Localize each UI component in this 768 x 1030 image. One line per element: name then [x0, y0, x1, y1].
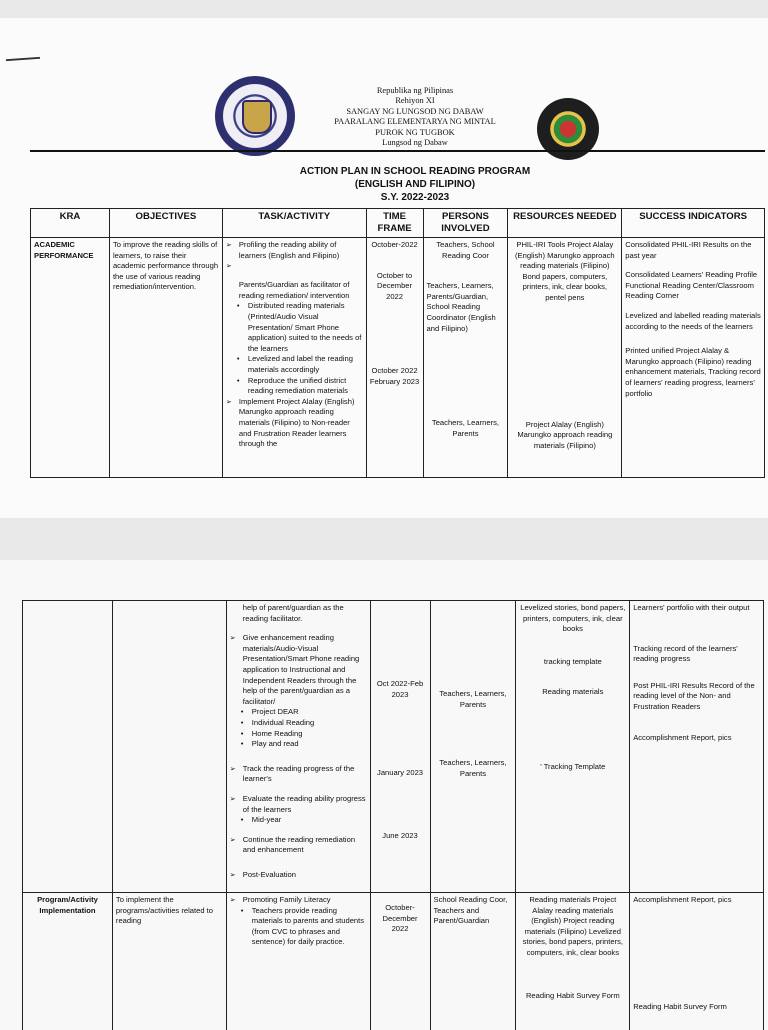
- time-frame-text: October to December 2022: [370, 271, 420, 303]
- task-item: ➢ Implement Project Alalay (English) Marungko approach reading materials (Filipino) to Non-reader and Frustration Reader learners through the: [226, 397, 363, 450]
- success-text: Reading Habit Survey Form: [633, 1002, 760, 1013]
- success-text: Levelized and labelled reading materials according to the needs of the learners: [625, 311, 761, 332]
- table-row: [31, 238, 765, 478]
- resources-text: Reading Habit Survey Form: [519, 991, 626, 1002]
- time-frame-text: June 2023: [374, 831, 427, 842]
- kra-cell: [23, 601, 113, 893]
- task-subitem: • Project DEAR: [230, 707, 367, 718]
- resources-text: Project Alalay (English) Marungko approach reading materials (Filipino): [511, 420, 618, 452]
- header-success-indicators: SUCCESS INDICATORS: [622, 209, 765, 238]
- task-cell: [226, 601, 370, 893]
- resources-text: Reading materials Project Alalay reading materials (English) Project reading materials (Filipino) Levelized stories, bond papers, printers, computers, ink, clear books: [519, 895, 626, 959]
- time-frame-text: October 2022 February 2023: [370, 366, 420, 387]
- document-page-1: [0, 18, 768, 518]
- action-plan-table: [30, 208, 765, 478]
- pen-mark: [6, 57, 40, 61]
- task-subitem: • Teachers provide reading materials to parents and students (from CVC to phrases and sentence) for daily practice.: [230, 906, 367, 948]
- success-text: Consolidated PHIL-IRI Results on the past year: [625, 240, 761, 261]
- task-subitem: • Individual Reading: [230, 718, 367, 729]
- persons-text: Teachers, School Reading Coor: [427, 240, 505, 261]
- persons-text: Teachers, Learners, Parents: [434, 689, 513, 710]
- document-page-2: [0, 560, 768, 1030]
- resources-cell: [516, 893, 630, 1030]
- task-subitem: • Home Reading: [230, 729, 367, 740]
- letterhead-line: PAARALANG ELEMENTARYA NG MINTAL: [300, 117, 530, 127]
- resources-text: tracking template: [519, 657, 626, 668]
- success-text: Tracking record of the learners' reading progress: [633, 644, 760, 665]
- persons-cell: School Reading Coor, Teachers and Parent/Guardian: [430, 893, 516, 1030]
- task-item: ➢ Post-Evaluation: [230, 870, 367, 881]
- task-item: ➢ Profiling the reading ability of learners (English and Filipino): [226, 240, 363, 261]
- persons-text: Teachers, Learners, Parents: [427, 418, 505, 439]
- resources-text: Levelized stories, bond papers, printers, computers, ink, clear books: [519, 603, 626, 635]
- time-frame-text: October-December 2022: [374, 903, 427, 935]
- resources-text: PHIL-IRI Tools Project Alalay (English) Marungko approach reading materials (Filipino) Bond papers, computers, printers, ink, clear books, pentel pens: [511, 240, 618, 304]
- time-frame-text: Oct 2022-Feb 2023: [374, 679, 427, 700]
- task-cell: [226, 893, 370, 1030]
- time-frame-text: October-2022: [370, 240, 420, 251]
- title-line: ACTION PLAN IN SCHOOL READING PROGRAM: [230, 165, 600, 178]
- header-persons-involved: PERSONS INVOLVED: [423, 209, 508, 238]
- task-subitem: • Play and read: [230, 739, 367, 750]
- task-subitem: • Distributed reading materials (Printed/Audio Visual Presentation/ Smart Phone application) suited to the needs of the learners: [226, 301, 363, 354]
- task-subitem: • Reproduce the unified district reading remediation materials: [226, 376, 363, 397]
- time-frame-cell: [366, 238, 423, 478]
- header-objectives: OBJECTIVES: [109, 209, 222, 238]
- success-cell: [622, 238, 765, 478]
- success-cell: [630, 601, 764, 893]
- action-plan-table-continued: [22, 600, 764, 1030]
- title-line: (ENGLISH AND FILIPINO): [230, 178, 600, 191]
- time-frame-cell: [370, 893, 430, 1030]
- table-row: [23, 893, 764, 1030]
- task-item: ➢ Evaluate the reading ability progress of the learners: [230, 794, 367, 815]
- time-frame-cell: [370, 601, 430, 893]
- kra-cell: Program/Activity Implementation: [23, 893, 113, 1030]
- resources-text: ' Tracking Template: [519, 762, 626, 773]
- task-item: [226, 261, 363, 271]
- letterhead: [300, 86, 530, 148]
- success-text: Accomplishment Report, pics: [633, 733, 760, 744]
- header-time-frame: TIME FRAME: [366, 209, 423, 238]
- title-line: S.Y. 2022-2023: [230, 191, 600, 204]
- header-resources-needed: RESOURCES NEEDED: [508, 209, 622, 238]
- header-task-activity: TASK/ACTIVITY: [222, 209, 366, 238]
- success-text: Consolidated Learners' Reading Profile Functional Reading Center/Classroom Reading Corner: [625, 270, 761, 302]
- task-item: ➢ Give enhancement reading materials/Audio-Visual Presentation/Smart Phone reading application to Instructional and Independent Readers through the help of the parent/guardian as a facilitator/: [230, 633, 367, 707]
- objectives-cell: [112, 601, 226, 893]
- success-text: Learners' portfolio with their output: [633, 603, 760, 614]
- resources-cell: [508, 238, 622, 478]
- success-text: Post PHIL-IRI Results Record of the reading level of the Non- and Frustration Readers: [633, 681, 760, 713]
- header-rule: [30, 150, 765, 152]
- persons-cell: [423, 238, 508, 478]
- success-text: Printed unified Project Alalay & Marungko approach (Filipino) reading enhancement materials, Tracking record of learners' reading progress, learners' portfolio: [625, 346, 761, 399]
- objectives-cell: To implement the programs/activities related to reading: [112, 893, 226, 1030]
- letterhead-line: Lungsod ng Dabaw: [300, 138, 530, 148]
- persons-text: Teachers, Learners, Parents/Guardian, School Reading Coordinator (English and Filipino): [427, 281, 505, 334]
- letterhead-line: SANGAY NG LUNGSOD NG DABAW: [300, 107, 530, 117]
- letterhead-line: Rehiyon XI: [300, 96, 530, 106]
- task-cell: [222, 238, 366, 478]
- task-subitem: • Mid-year: [230, 815, 367, 826]
- table-row: [23, 601, 764, 893]
- resources-cell: [516, 601, 630, 893]
- header-kra: KRA: [31, 209, 110, 238]
- task-item: help of parent/guardian as the reading facilitator.: [230, 603, 367, 624]
- success-cell: [630, 893, 764, 1030]
- objectives-cell: To improve the reading skills of learners, to raise their academic performance through the use of various reading remediation/intervention.: [109, 238, 222, 478]
- letterhead-line: PUROK NG TUGBOK: [300, 128, 530, 138]
- deped-seal-logo: [215, 76, 295, 156]
- persons-cell: [430, 601, 516, 893]
- task-item: ➢ Track the reading progress of the learner's: [230, 764, 367, 785]
- task-item: ➢ Promoting Family Literacy: [230, 895, 367, 906]
- task-subitem: • Levelized and label the reading materials accordingly: [226, 354, 363, 375]
- persons-text: Teachers, Learners, Parents: [434, 758, 513, 779]
- task-item: Parents/Guardian as facilitator of reading remediation/ intervention: [226, 280, 363, 301]
- kra-cell: ACADEMIC PERFORMANCE: [31, 238, 110, 478]
- document-title: [230, 165, 600, 204]
- letterhead-line: Republika ng Pilipinas: [300, 86, 530, 96]
- time-frame-text: January 2023: [374, 768, 427, 779]
- table-header-row: [31, 209, 765, 238]
- resources-text: Reading materials: [519, 687, 626, 698]
- task-item: ➢ Continue the reading remediation and enhancement: [230, 835, 367, 856]
- success-text: Accomplishment Report, pics: [633, 895, 760, 906]
